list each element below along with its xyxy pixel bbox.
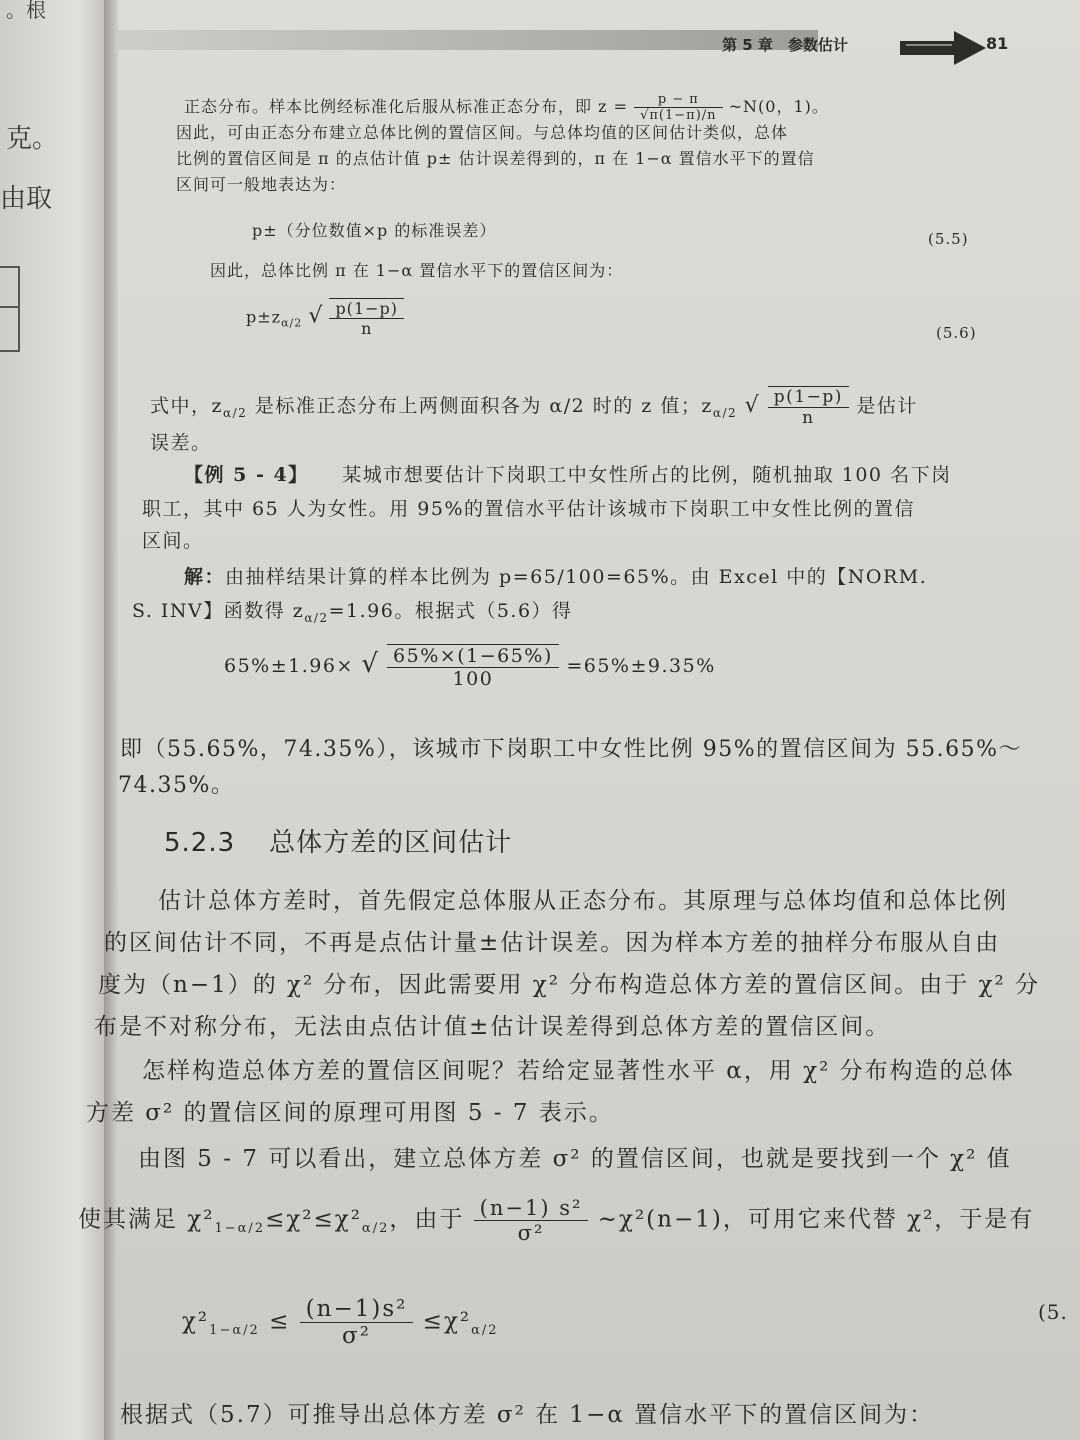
equation-5-7: $\chi^2_{1-\alpha/2}$ ≤ $\frac{\text{(n−1)s²}}{\text{σ²}}$ $\le\chi^2_{\alpha/2}$ [182,1296,499,1349]
text-line: 估计总体方差时，首先假定总体服从正态分布。其原理与总体均值和总体比例 [158,888,1008,914]
text-line: 区间。 [142,530,204,552]
text-line: 使其满足 $\chi^2_{1-\alpha/2}\le\chi^2\le\chi^2_{\alpha/2}$，由于 $\frac{\text{(n−1) s²}}{\text{σ²}}$ ~χ²(n−1)，可用它来代替 χ²，于是有 [78,1196,1035,1245]
left-page-fragment: 由取 [0,184,53,214]
book-page [78,0,1080,1440]
text-line: 因此，总体比例 π 在 1−α 置信水平下的置信区间为： [210,261,624,280]
text-line: 由图 5 - 7 可以看出，建立总体方差 σ² 的置信区间，也就是要找到一个 χ² 值 [138,1146,1012,1172]
text-line: 式中，$z_{\alpha/2}$ 是标准正态分布上两侧面积各为 α/2 时的 z 值；$z_{\alpha/2}$ √ $\frac{p(1-p)}{n}$ 是估计 [150,387,918,428]
text-line: 74.35%。 [118,773,235,798]
equation-5-6: $p\pm z_{\alpha/2}$ √ $\frac{p(1-p)}{n}$ [246,298,404,338]
text-line: 解：由抽样结果计算的样本比例为 p=65/100=65%。由 Excel 中的【NORM. [184,566,928,588]
equation-number: (5.5) [928,230,969,248]
calculation: 65%±1.96× √ $\frac{65\%\times(1-65\%)}{100}$ =65%±9.35% [224,645,716,690]
fraction: $\frac{p - \pi}{√\pi(1-\pi)/n}$ [634,92,722,123]
equation-number: (5. [1038,1300,1068,1324]
example-label: 【例 5 - 4】 [184,464,309,486]
page-number: 81 [986,34,1009,53]
text-line: 怎样构造总体方差的置信区间呢？若给定显著性水平 α，用 χ² 分布构造的总体 [142,1058,1015,1084]
section-heading: 5.2.3 总体方差的区间估计 [164,828,513,858]
equation-5-5: p±（分位数值×p 的标准误差） [252,221,497,240]
text-line: 正态分布。样本比例经标准化后服从标准正态分布，即 z = $\frac{p - \pi}{√\pi(1-\pi)/n}$ ~N(0，1)。 [184,92,829,123]
fraction: $\frac{p(1-p)}{n}$ [768,386,849,428]
text-line: 根据式（5.7）可推导出总体方差 σ² 在 1−α 置信水平下的置信区间为： [120,1402,935,1428]
left-page-table-edge [0,266,20,352]
fraction: $\frac{\text{(n−1)s²}}{\text{σ²}}$ [300,1296,414,1349]
left-page-fragment: 。根 [6,0,46,22]
chapter-title: 第 5 章 参数估计 [722,36,848,54]
header-band [118,30,818,50]
text-line: 因此，可由正态分布建立总体比例的置信区间。与总体均值的区间估计类似，总体 [176,123,789,142]
fraction: $\frac{65\%\times(1-65\%)}{100}$ [387,644,559,690]
fraction: $\frac{p(1-p)}{n}$ [329,298,404,338]
text-line: 方差 σ² 的置信区间的原理可用图 5 - 7 表示。 [86,1100,614,1126]
text-line: S. INV】函数得 $z_{\alpha/2}=1.96$。根据式（5.6）得 [132,600,573,625]
text-line: 区间可一般地表达为： [176,175,347,194]
arrow-icon [896,28,990,68]
left-page-fragment: 克。 [6,124,59,154]
text-line: 职工，其中 65 人为女性。用 95%的置信水平估计该城市下岗职工中女性比例的置信 [142,498,916,520]
text-line: 误差。 [150,432,212,454]
fraction: $\frac{\text{(n−1) s²}}{\text{σ²}}$ [474,1196,589,1245]
text-line: 【例 5 - 4】 某城市想要估计下岗职工中女性所占的比例，随机抽取 100 名下岗 [184,464,952,486]
text-line: 度为（n−1）的 χ² 分布，因此需要用 χ² 分布构造总体方差的置信区间。由于 χ² 分 [98,972,1041,998]
text-line: 的区间估计不同，不再是点估计量±估计误差。因为样本方差的抽样分布服从自由 [104,930,1001,956]
text-line: 即（55.65%，74.35%），该城市下岗职工中女性比例 95%的置信区间为 55.65%～ [120,737,1023,762]
solution-label: 解： [184,566,226,588]
text-line: 比例的置信区间是 π 的点估计值 p± 估计误差得到的，π 在 1−α 置信水平下的置信 [176,149,815,168]
equation-number: (5.6) [936,324,977,342]
text-line: 布是不对称分布，无法由点估计值±估计误差得到总体方差的置信区间。 [94,1014,891,1040]
